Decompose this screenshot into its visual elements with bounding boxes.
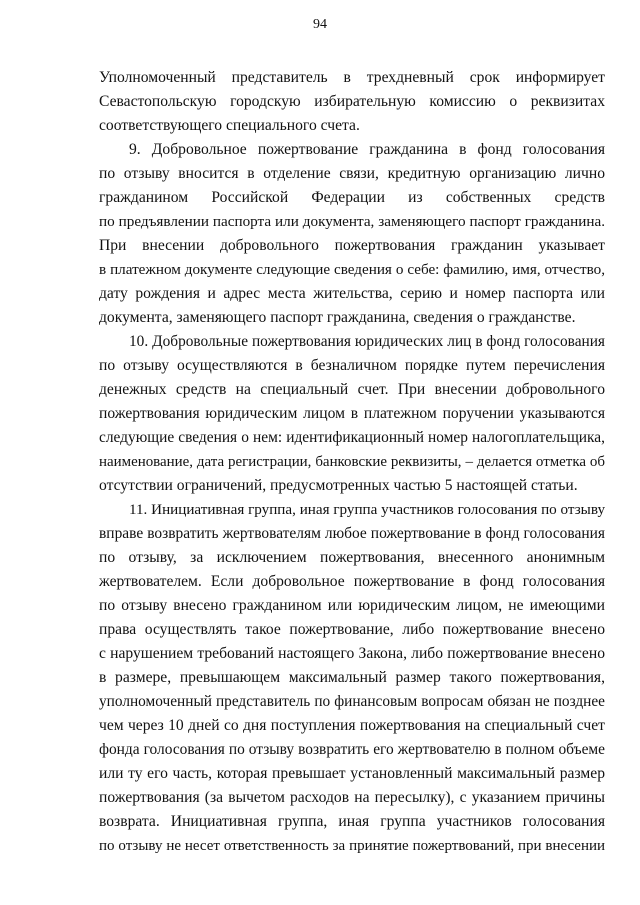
text-line: пожертвования (за вычетом расходов на пересылку), с указанием причины [99, 789, 605, 806]
text-line: по отзыву внесено гражданином или юридическим лицом, не имеющими [99, 597, 605, 614]
text-line: по отзыву не несет ответственность за принятие пожертвований, при внесении [99, 838, 605, 854]
text-line: уполномоченный представитель по финансовым вопросам обязан не позднее [99, 693, 605, 710]
text-line: по отзыву, за исключением пожертвования, внесенного анонимным [99, 549, 605, 566]
text-line: При внесении добровольного пожертвования гражданин указывает [99, 237, 605, 254]
document-body [99, 66, 605, 858]
text-line: отсутствии ограничений, предусмотренных частью 5 настоящей статьи. [99, 477, 578, 494]
text-line: денежных средств на специальный счет. При внесении добровольного [99, 381, 605, 398]
text-line: права осуществлять такое пожертвование, либо пожертвование внесено [99, 621, 605, 638]
text-line: Севастопольскую городскую избирательную комиссию о реквизитах [99, 93, 605, 110]
text-line: документа, заменяющего паспорт гражданина, сведения о гражданстве. [99, 309, 576, 326]
text-line: вправе возвратить жертвователям любое пожертвование в фонд голосования [99, 525, 605, 542]
text-line: Уполномоченный представитель в трехдневный срок информирует [99, 69, 605, 86]
text-line: по отзыву вносится в отделение связи, кредитную организацию лично [99, 165, 605, 182]
text-line: дату рождения и адрес места жительства, серию и номер паспорта или [99, 285, 605, 302]
text-line: в платежном документе следующие сведения о себе: фамилию, имя, отчество, [99, 261, 605, 278]
paragraph [99, 138, 605, 330]
text-line: по отзыву осуществляются в безналичном порядке путем перечисления [99, 357, 605, 374]
page-number: 94 [313, 17, 327, 32]
text-line: 9. Добровольное пожертвование гражданина в фонд голосования [129, 141, 605, 158]
text-line: фонда голосования по отзыву возвратить его жертвователю в полном объеме [99, 741, 605, 758]
paragraph [99, 66, 605, 138]
text-line: 11. Инициативная группа, иная группа участников голосования по отзыву [129, 502, 605, 518]
text-line: или ту его часть, которая превышает установленный максимальный размер [99, 765, 605, 782]
text-line: в размере, превышающем максимальный размер такого пожертвования, [99, 669, 605, 686]
paragraph [99, 498, 605, 858]
text-line: наименование, дата регистрации, банковские реквизиты, – делается отметка об [99, 454, 605, 470]
text-line: следующие сведения о нем: идентификационный номер налогоплательщика, [99, 429, 605, 446]
text-line: пожертвования юридическим лицом в платежном поручении указываются [99, 405, 605, 422]
text-line: возврата. Инициативная группа, иная группа участников голосования [99, 813, 605, 830]
text-line: жертвователем. Если добровольное пожертвование в фонд голосования [99, 573, 605, 590]
text-line: с нарушением требований настоящего Закона, либо пожертвование внесено [99, 645, 605, 662]
text-line: соответствующего специального счета. [99, 117, 360, 134]
text-line: 10. Добровольные пожертвования юридических лиц в фонд голосования [129, 333, 605, 350]
paragraph [99, 330, 605, 498]
text-line: по предъявлении паспорта или документа, заменяющего паспорт гражданина. [99, 213, 605, 230]
text-line: гражданином Российской Федерации из собственных средств [99, 189, 605, 206]
text-line: чем через 10 дней со дня поступления пожертвования на специальный счет [99, 717, 605, 734]
